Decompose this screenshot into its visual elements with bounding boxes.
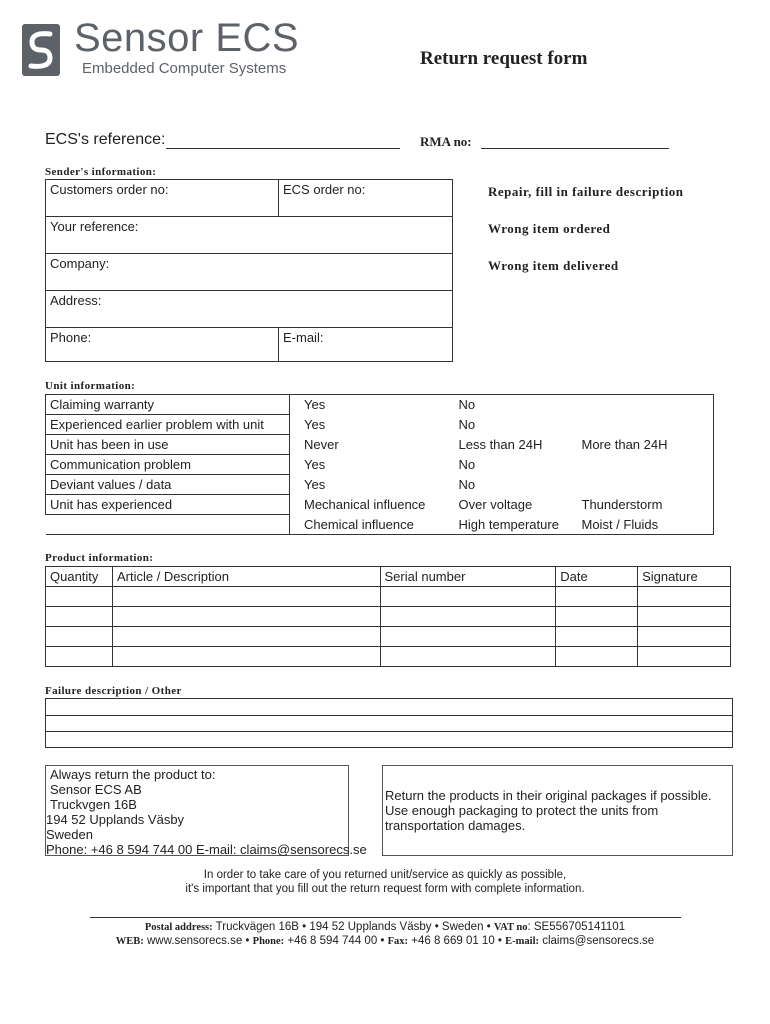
unit-row [46,475,714,495]
product-cell[interactable] [556,627,638,647]
vat-label: VAT no [493,922,528,933]
return-line: Sweden [46,827,93,842]
col-quantity: Quantity [46,567,113,587]
table-row [46,607,731,627]
unit-row [46,415,714,435]
failure-section-label: Failure description / Other [45,685,182,697]
unit-option[interactable]: Yes [304,417,326,432]
page-title: Return request form [420,48,588,69]
failure-description-box[interactable] [45,698,733,748]
unit-option[interactable]: No [458,457,476,472]
phone-field[interactable]: Phone: [50,330,92,345]
unit-row-label: Unit has been in use [46,435,290,455]
product-cell[interactable] [112,587,380,607]
unit-option[interactable]: Never [304,437,339,452]
unit-row-label [46,515,290,535]
rma-label: RMA no: [420,134,472,149]
return-line: Always return the product to: [50,767,216,782]
web-label: WEB: [115,936,144,947]
product-cell[interactable] [556,607,638,627]
col-serial: Serial number [380,567,556,587]
unit-row-label: Communication problem [46,455,290,475]
email-label: E-mail: [505,936,539,947]
unit-option[interactable]: Yes [304,457,326,472]
table-row [46,647,731,667]
email-link[interactable]: claims@sensorecs.se [542,935,655,947]
unit-row-label: Deviant values / data [46,475,290,495]
note-line-1: In order to take care of you returned unit/service as quickly as possible, [203,869,567,881]
product-cell[interactable] [380,647,556,667]
unit-option[interactable]: Moist / Fluids [581,516,659,532]
product-cell[interactable] [556,587,638,607]
product-section-label: Product information: [45,552,154,564]
ecs-reference-field[interactable] [166,148,400,149]
product-cell[interactable] [380,587,556,607]
logo-name: Sensor ECS [74,16,300,60]
unit-section-label: Unit information: [45,380,136,392]
postal-value: Truckvägen 16B • 194 52 Upplands Väsby • Sweden • [215,921,491,933]
product-cell[interactable] [112,647,380,667]
product-cell[interactable] [638,627,731,647]
footer-contact: WEB: www.sensorecs.se • Phone: +46 8 594 744 00 • Fax: +46 8 669 01 10 • E-mail: claims@sensorecs.se [115,935,655,947]
rma-field[interactable] [481,148,669,149]
table-row [46,627,731,647]
unit-row-label: Claiming warranty [46,395,290,415]
unit-row [46,395,714,415]
product-cell[interactable] [46,647,113,667]
product-cell[interactable] [112,607,380,627]
product-cell[interactable] [638,647,731,667]
product-cell[interactable] [380,607,556,627]
return-line: Sensor ECS AB [50,782,142,797]
return-line: Truckvgen 16B [50,797,137,812]
unit-row [46,435,714,455]
unit-row-label: Unit has experienced [46,495,290,515]
vat-value: : SE556705141101 [527,921,626,933]
unit-row [46,495,714,515]
phone-label: Phone: [252,936,285,947]
col-date: Date [556,567,638,587]
sender-info-box [45,179,453,362]
product-cell[interactable] [46,607,113,627]
address-field[interactable]: Address: [50,293,102,308]
unit-option [578,395,714,415]
email-field[interactable]: E-mail: [283,330,324,345]
return-address-box [45,765,367,857]
phone-value: +46 8 594 744 00 [287,935,378,947]
sender-section-label: Sender's information: [45,166,157,178]
unit-option[interactable]: High temperature [458,516,559,532]
reason-wrong-delivered[interactable]: Wrong item delivered [488,258,619,273]
packaging-note: Return the products in their original packages if possible. Use enough packaging to protect the units from transportation damages. [382,765,733,856]
product-cell[interactable] [112,627,380,647]
product-cell[interactable] [556,647,638,667]
footer-divider [90,917,681,918]
product-cell[interactable] [380,627,556,647]
unit-option [578,415,714,435]
unit-option[interactable]: No [458,477,476,492]
unit-row-label: Experienced earlier problem with unit [46,415,290,435]
unit-row [46,455,714,475]
return-line: Phone: +46 8 594 744 00 E-mail: claims@sensorecs.se [46,842,367,857]
note-line-2: it's important that you fill out the return request form with complete information. [185,883,585,895]
reason-wrong-ordered[interactable]: Wrong item ordered [488,221,611,236]
unit-option[interactable]: More than 24H [581,437,668,452]
table-row [46,587,731,607]
unit-option[interactable]: No [458,397,476,413]
unit-info-table [45,394,714,535]
col-signature: Signature [638,567,731,587]
unit-option [578,475,714,495]
return-line: 194 52 Upplands Väsby [46,812,185,827]
col-article: Article / Description [112,567,380,587]
company-field[interactable]: Company: [50,256,110,271]
product-cell[interactable] [46,627,113,647]
unit-option[interactable]: Mechanical influence [304,497,426,512]
unit-option[interactable]: Yes [304,397,326,413]
fax-label: Fax: [387,936,409,947]
product-cell[interactable] [46,587,113,607]
web-link[interactable]: www.sensorecs.se [147,935,243,947]
ecs-order-field[interactable]: ECS order no: [283,182,366,197]
product-table [45,566,731,667]
ecs-reference-label: ECS's reference: [45,131,166,148]
unit-row [46,515,714,535]
postal-label: Postal address: [144,922,213,933]
customers-order-field[interactable]: Customers order no: [50,182,169,197]
unit-option[interactable]: Yes [304,477,326,492]
unit-option [578,455,714,475]
unit-option[interactable]: Thunderstorm [581,497,663,512]
unit-option[interactable]: Less than 24H [458,437,543,452]
product-cell[interactable] [638,607,731,627]
reason-repair[interactable]: Repair, fill in failure description [488,184,684,199]
unit-option[interactable]: No [458,417,476,432]
logo-tagline: Embedded Computer Systems [82,60,287,77]
unit-option[interactable]: Chemical influence [304,516,414,532]
product-cell[interactable] [638,587,731,607]
unit-option[interactable]: Over voltage [458,497,533,512]
your-reference-field[interactable]: Your reference: [50,219,139,234]
s-logo-icon [22,24,60,76]
footer-postal [0,921,770,933]
fax-value: +46 8 669 01 10 [411,935,495,947]
